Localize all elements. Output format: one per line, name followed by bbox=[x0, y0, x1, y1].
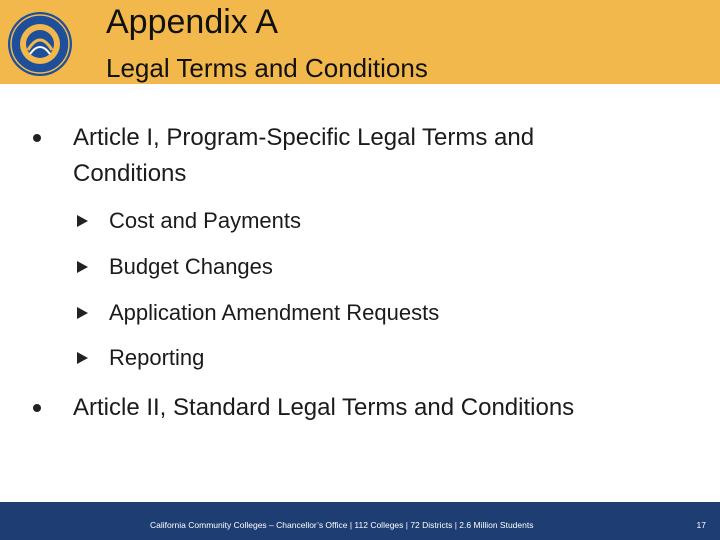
list-item-article-1-line-2: Conditions bbox=[73, 160, 187, 187]
page-number: 17 bbox=[696, 520, 706, 530]
sub-list-item-cost-payments: Cost and Payments bbox=[109, 208, 301, 233]
arrow-bullet-icon bbox=[77, 215, 88, 227]
slide-title: Appendix A bbox=[106, 3, 279, 41]
sub-list-item-amendment-requests: Application Amendment Requests bbox=[109, 300, 440, 325]
arrow-bullet-icon bbox=[77, 307, 88, 319]
arrow-bullet-icon bbox=[77, 261, 88, 273]
sub-list-item-reporting: Reporting bbox=[109, 345, 205, 370]
arrow-bullet-icon bbox=[77, 352, 88, 364]
sub-list-item-budget-changes: Budget Changes bbox=[109, 254, 273, 279]
slide-subtitle: Legal Terms and Conditions bbox=[106, 53, 428, 83]
footer-text: California Community Colleges – Chancellor’s Office | 112 Colleges | 72 Districts | 2.6 Million Students bbox=[150, 520, 534, 530]
bullet-icon bbox=[33, 404, 41, 412]
bullet-icon bbox=[33, 134, 41, 142]
list-item-article-2: Article II, Standard Legal Terms and Conditions bbox=[73, 394, 575, 421]
list-item-article-1-line-1: Article I, Program-Specific Legal Terms and bbox=[73, 124, 535, 151]
slide-footer bbox=[0, 502, 720, 540]
